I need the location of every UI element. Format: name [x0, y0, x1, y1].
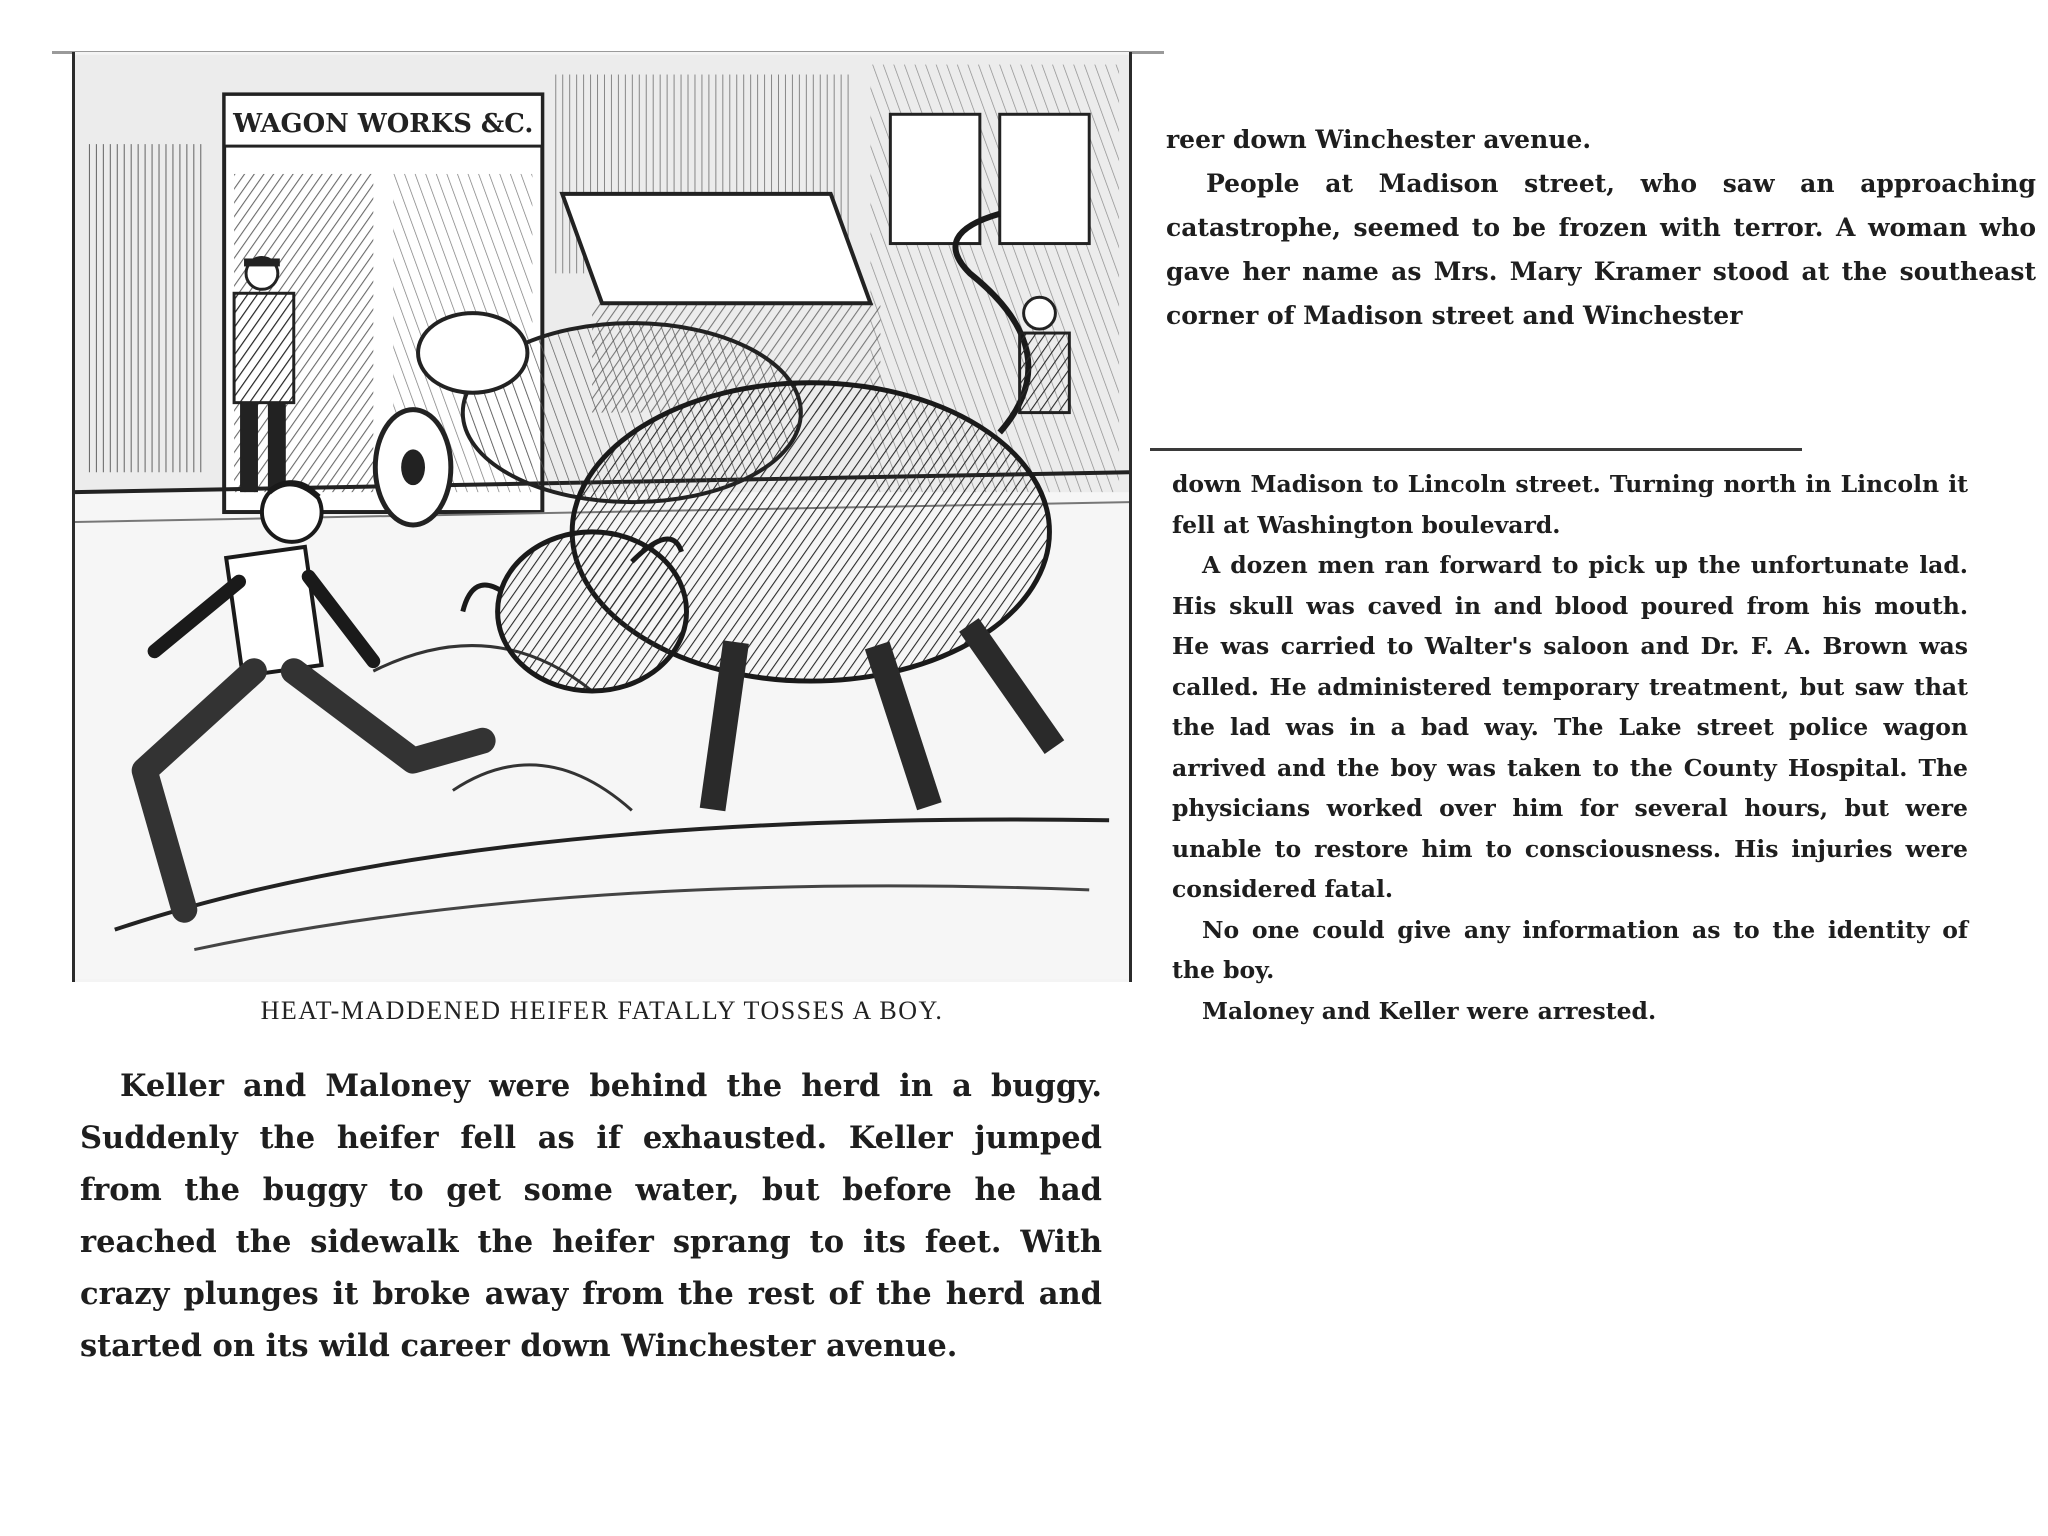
right-bottom-column: [1172, 464, 1968, 1031]
right-bottom-paragraph-3: Maloney and Keller were arrested.: [1202, 996, 1657, 1025]
engraving-icon: [75, 52, 1129, 982]
left-column: [80, 1060, 1102, 1372]
right-bottom-continuation: down Madison to Lincoln street. Turning north in Lincoln it fell at Washington boulevard.: [1172, 470, 1968, 539]
left-paragraph: Keller and Maloney were behind the herd in a buggy. Suddenly the heifer fell as if exhausted. Keller jumped from the buggy to get some water, but before he had reached the sidewalk the heifer sprang to its feet. With crazy plunges it broke away from the rest of the herd and started on its wild career down Winchester avenue.: [80, 1068, 1102, 1364]
right-top-column: [1166, 118, 2036, 338]
right-top-continuation: reer down Winchester avenue.: [1166, 125, 1592, 154]
right-top-paragraph: People at Madison street, who saw an approaching catastrophe, seemed to be frozen with terror. A woman who gave her name as Mrs. Mary Kramer stood at the southeast corner of Madison street and Winchester: [1166, 169, 2036, 330]
illustration-caption: HEAT-MADDENED HEIFER FATALLY TOSSES A BOY.: [260, 996, 944, 1025]
storefront-sign: WAGON WORKS &C.: [233, 109, 534, 140]
heifer-illustration: [72, 52, 1132, 982]
right-bottom-paragraph-2: No one could give any information as to the identity of the boy.: [1172, 915, 1968, 984]
right-bottom-paragraph-1: A dozen men ran forward to pick up the unfortunate lad. His skull was caved in and blood poured from his mouth. He was carried to Walter's saloon and Dr. F. A. Brown was called. He administered temporary treatment, but saw that the lad was in a bad way. The Lake street police wagon arrived and the boy was taken to the County Hospital. The physicians worked over him for several hours, but were unable to restore him to consciousness. His injuries were considered fatal.: [1172, 551, 1968, 903]
column-divider-rule: [1150, 448, 1802, 451]
